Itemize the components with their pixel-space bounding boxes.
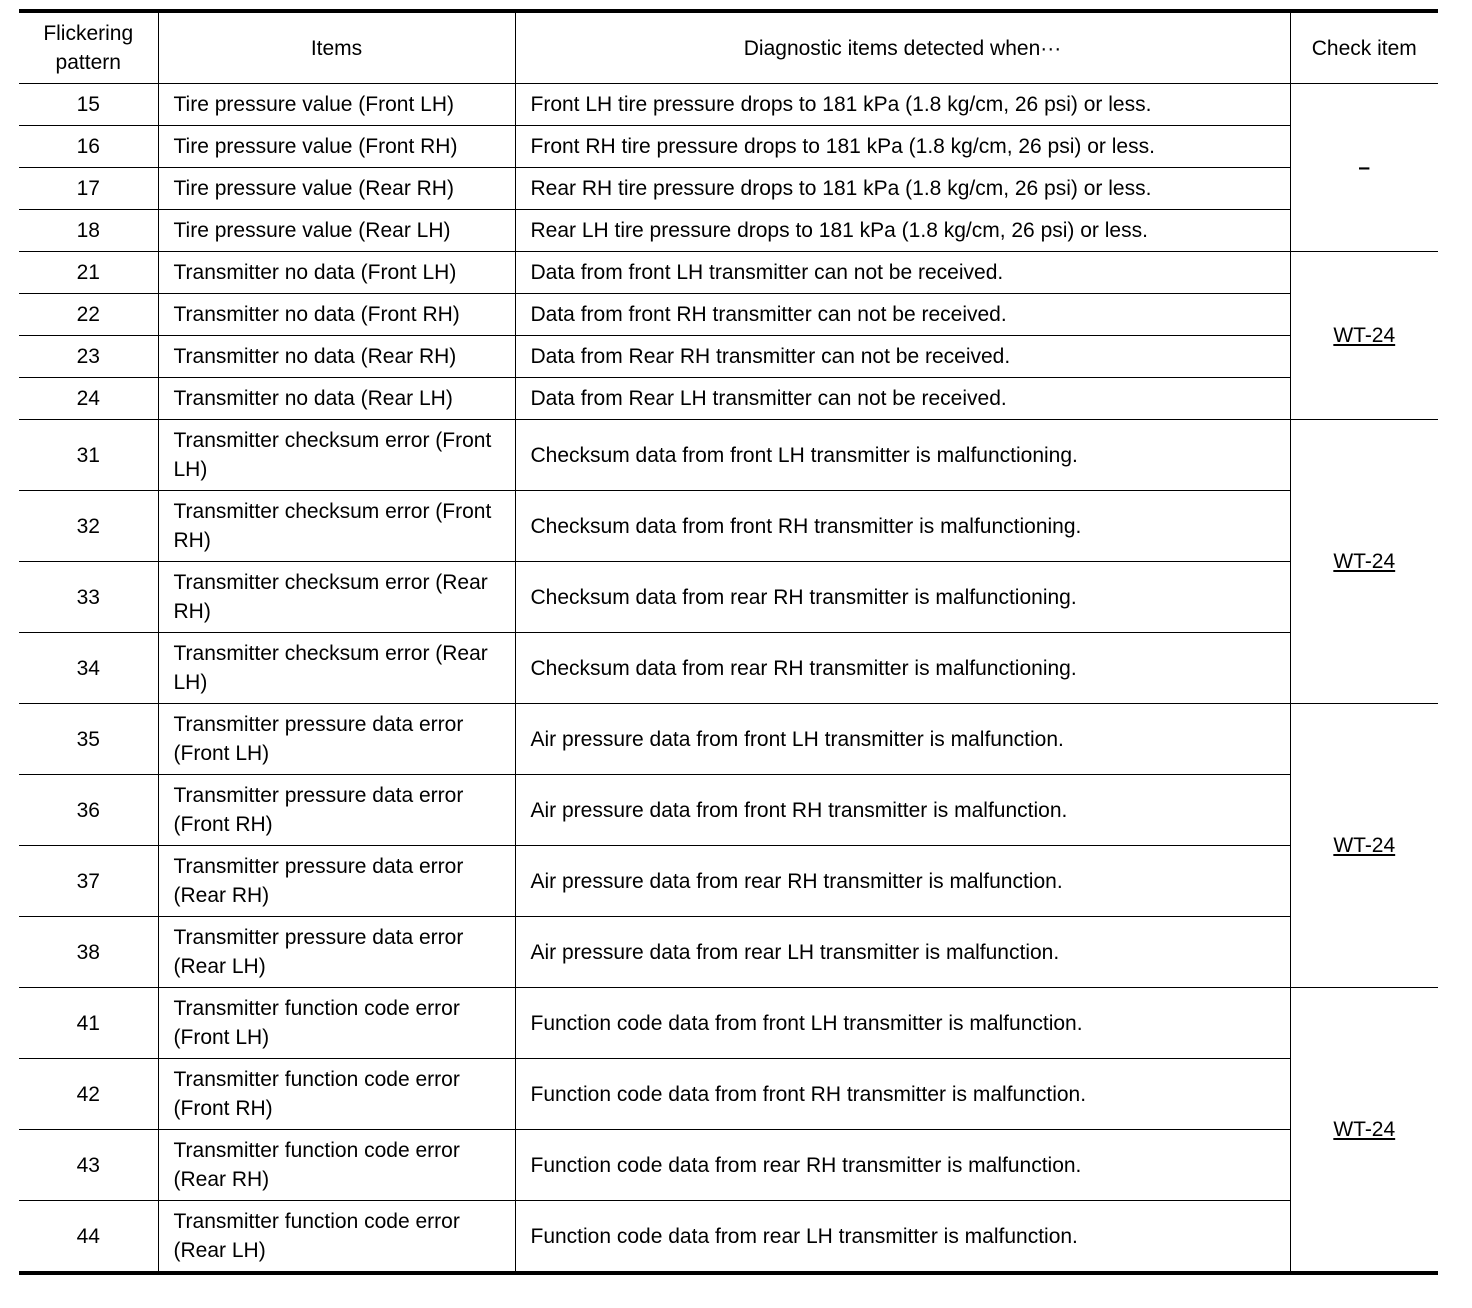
table-row bbox=[19, 988, 1438, 1059]
detected-condition-cell: Checksum data from front LH transmitter is malfunctioning. bbox=[515, 420, 1290, 491]
table-row bbox=[19, 1130, 1438, 1201]
table-row bbox=[19, 1059, 1438, 1130]
detected-condition-cell: Air pressure data from rear LH transmitter is malfunction. bbox=[515, 917, 1290, 988]
flickering-pattern-cell: 35 bbox=[19, 704, 158, 775]
item-cell: Transmitter checksum error (Rear LH) bbox=[158, 633, 515, 704]
detected-condition-cell: Data from front LH transmitter can not be received. bbox=[515, 252, 1290, 294]
detected-condition-cell: Front LH tire pressure drops to 181 kPa (1.8 kg/cm, 26 psi) or less. bbox=[515, 84, 1290, 126]
detected-condition-cell: Air pressure data from front LH transmitter is malfunction. bbox=[515, 704, 1290, 775]
flickering-pattern-cell: 32 bbox=[19, 491, 158, 562]
item-cell: Tire pressure value (Rear LH) bbox=[158, 210, 515, 252]
table-row bbox=[19, 491, 1438, 562]
check-item-link[interactable]: WT-24 bbox=[1333, 1118, 1396, 1141]
flickering-pattern-cell: 31 bbox=[19, 420, 158, 491]
table-row bbox=[19, 420, 1438, 491]
table-row bbox=[19, 1201, 1438, 1274]
item-cell: Transmitter no data (Rear LH) bbox=[158, 378, 515, 420]
detected-condition-cell: Function code data from front RH transmitter is malfunction. bbox=[515, 1059, 1290, 1130]
detected-condition-cell: Function code data from front LH transmitter is malfunction. bbox=[515, 988, 1290, 1059]
flickering-pattern-cell: 36 bbox=[19, 775, 158, 846]
table-row bbox=[19, 562, 1438, 633]
detected-condition-cell: Data from front RH transmitter can not be received. bbox=[515, 294, 1290, 336]
detected-condition-cell: Air pressure data from rear RH transmitter is malfunction. bbox=[515, 846, 1290, 917]
detected-condition-cell: Front RH tire pressure drops to 181 kPa (1.8 kg/cm, 26 psi) or less. bbox=[515, 126, 1290, 168]
table-row bbox=[19, 846, 1438, 917]
flickering-pattern-cell: 37 bbox=[19, 846, 158, 917]
detected-condition-cell: Data from Rear LH transmitter can not be received. bbox=[515, 378, 1290, 420]
detected-condition-cell: Checksum data from rear RH transmitter is malfunctioning. bbox=[515, 562, 1290, 633]
check-item-cell bbox=[1290, 988, 1438, 1274]
flickering-pattern-cell: 33 bbox=[19, 562, 158, 633]
item-cell: Tire pressure value (Rear RH) bbox=[158, 168, 515, 210]
check-item-link[interactable]: WT-24 bbox=[1333, 550, 1396, 573]
detected-condition-cell: Checksum data from front RH transmitter is malfunctioning. bbox=[515, 491, 1290, 562]
detected-condition-cell: Function code data from rear RH transmitter is malfunction. bbox=[515, 1130, 1290, 1201]
item-cell: Transmitter pressure data error (Front LH) bbox=[158, 704, 515, 775]
item-cell: Transmitter function code error (Front RH) bbox=[158, 1059, 515, 1130]
table-row bbox=[19, 294, 1438, 336]
detected-condition-cell: Function code data from rear LH transmitter is malfunction. bbox=[515, 1201, 1290, 1274]
check-item-cell bbox=[1290, 252, 1438, 420]
check-item-cell bbox=[1290, 704, 1438, 988]
table-row bbox=[19, 84, 1438, 126]
header-row bbox=[19, 11, 1438, 84]
diagnostic-table bbox=[19, 9, 1438, 1275]
item-cell: Transmitter no data (Front RH) bbox=[158, 294, 515, 336]
item-cell: Transmitter function code error (Rear RH) bbox=[158, 1130, 515, 1201]
flickering-pattern-cell: 17 bbox=[19, 168, 158, 210]
table-row bbox=[19, 126, 1438, 168]
header-flickering-pattern: Flickering pattern bbox=[19, 11, 158, 84]
item-cell: Transmitter checksum error (Front RH) bbox=[158, 491, 515, 562]
detected-condition-cell: Data from Rear RH transmitter can not be received. bbox=[515, 336, 1290, 378]
flickering-pattern-cell: 42 bbox=[19, 1059, 158, 1130]
flickering-pattern-cell: 18 bbox=[19, 210, 158, 252]
table-header bbox=[19, 11, 1438, 84]
item-cell: Transmitter no data (Front LH) bbox=[158, 252, 515, 294]
item-cell: Transmitter pressure data error (Front RH) bbox=[158, 775, 515, 846]
flickering-pattern-cell: 16 bbox=[19, 126, 158, 168]
check-item-cell bbox=[1290, 84, 1438, 252]
detected-condition-cell: Rear RH tire pressure drops to 181 kPa (1.8 kg/cm, 26 psi) or less. bbox=[515, 168, 1290, 210]
flickering-pattern-cell: 34 bbox=[19, 633, 158, 704]
flickering-pattern-cell: 43 bbox=[19, 1130, 158, 1201]
item-cell: Transmitter checksum error (Rear RH) bbox=[158, 562, 515, 633]
table-row bbox=[19, 378, 1438, 420]
detected-condition-cell: Checksum data from rear RH transmitter is malfunctioning. bbox=[515, 633, 1290, 704]
table-row bbox=[19, 704, 1438, 775]
table-row bbox=[19, 917, 1438, 988]
table-row bbox=[19, 336, 1438, 378]
table-row bbox=[19, 775, 1438, 846]
item-cell: Transmitter function code error (Rear LH) bbox=[158, 1201, 515, 1274]
item-cell: Transmitter pressure data error (Rear LH) bbox=[158, 917, 515, 988]
flickering-pattern-cell: 44 bbox=[19, 1201, 158, 1274]
check-item-cell bbox=[1290, 420, 1438, 704]
flickering-pattern-cell: 23 bbox=[19, 336, 158, 378]
item-cell: Transmitter pressure data error (Rear RH) bbox=[158, 846, 515, 917]
flickering-pattern-cell: 41 bbox=[19, 988, 158, 1059]
item-cell: Transmitter function code error (Front LH) bbox=[158, 988, 515, 1059]
header-diagnostic-items: Diagnostic items detected when··· bbox=[515, 11, 1290, 84]
flickering-pattern-cell: 21 bbox=[19, 252, 158, 294]
flickering-pattern-cell: 22 bbox=[19, 294, 158, 336]
table-row bbox=[19, 168, 1438, 210]
flickering-pattern-cell: 24 bbox=[19, 378, 158, 420]
table-row bbox=[19, 633, 1438, 704]
item-cell: Tire pressure value (Front LH) bbox=[158, 84, 515, 126]
flickering-pattern-cell: 15 bbox=[19, 84, 158, 126]
item-cell: Transmitter no data (Rear RH) bbox=[158, 336, 515, 378]
check-item-link[interactable]: WT-24 bbox=[1333, 834, 1396, 857]
diagnostic-table-container bbox=[19, 9, 1438, 1275]
item-cell: Tire pressure value (Front RH) bbox=[158, 126, 515, 168]
header-check-item: Check item bbox=[1290, 11, 1438, 84]
check-item-none: – bbox=[1358, 156, 1371, 179]
table-row bbox=[19, 210, 1438, 252]
detected-condition-cell: Air pressure data from front RH transmitter is malfunction. bbox=[515, 775, 1290, 846]
item-cell: Transmitter checksum error (Front LH) bbox=[158, 420, 515, 491]
detected-condition-cell: Rear LH tire pressure drops to 181 kPa (1.8 kg/cm, 26 psi) or less. bbox=[515, 210, 1290, 252]
check-item-link[interactable]: WT-24 bbox=[1333, 324, 1396, 347]
table-body bbox=[19, 84, 1438, 1274]
table-row bbox=[19, 252, 1438, 294]
flickering-pattern-cell: 38 bbox=[19, 917, 158, 988]
header-items: Items bbox=[158, 11, 515, 84]
